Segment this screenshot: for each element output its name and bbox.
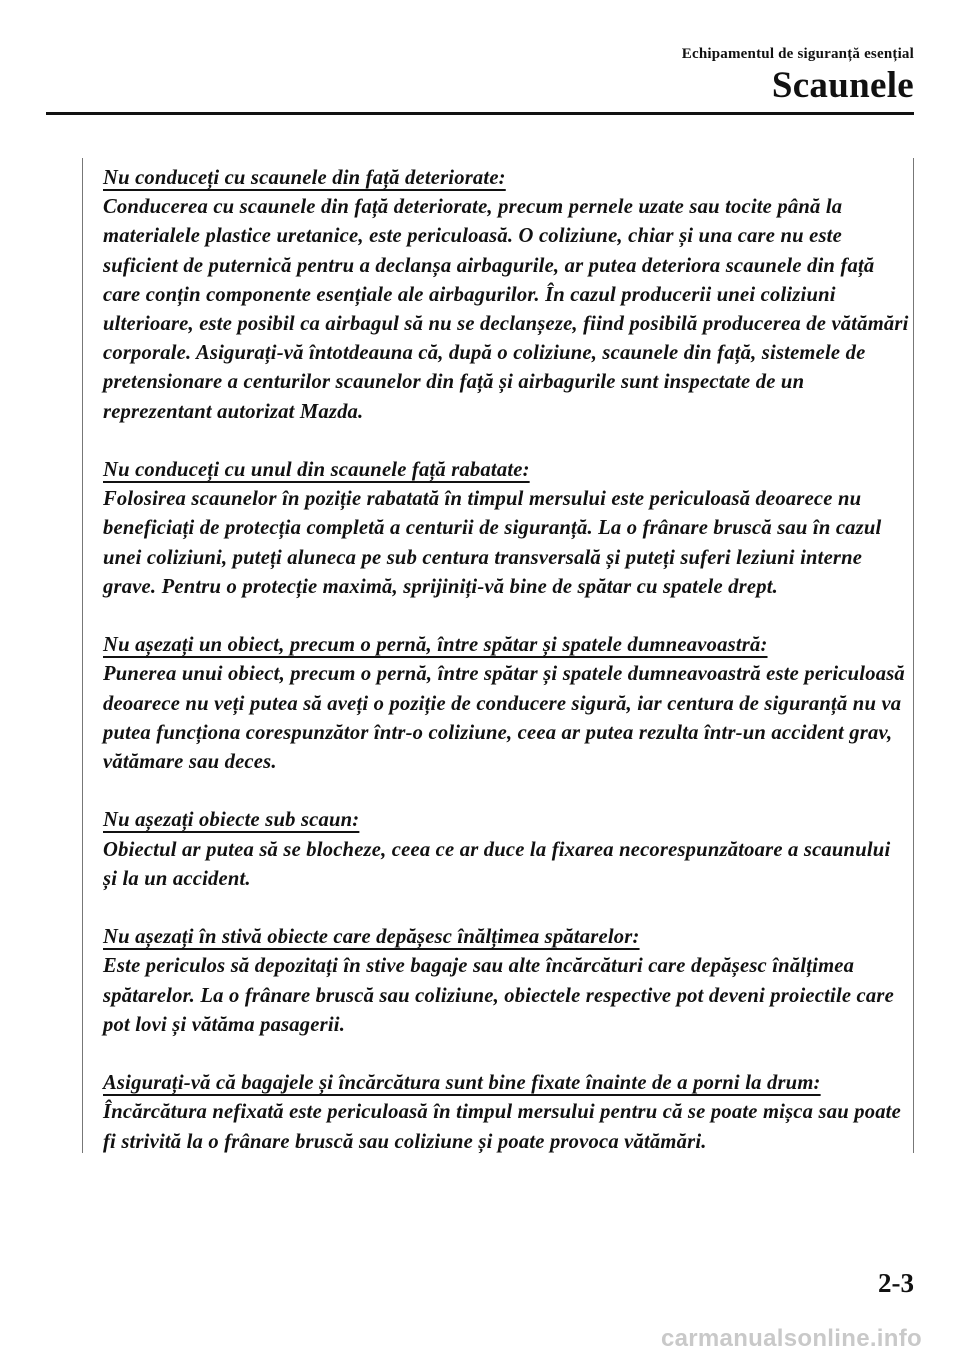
header-divider xyxy=(46,112,914,115)
warning-body: Este periculos să depozitați în stive bagaje sau alte încărcături care depășesc înălțimea spătarelor. La o frânare bruscă sau coliziune, obiectele respective pot deveni proiectile care pot lovi și vătăma pasagerii. xyxy=(103,955,894,1036)
warning-body: Folosirea scaunelor în poziție rabatată în timpul mersului este periculoasă deoarece nu beneficiați de protecția completă a centurii de siguranță. La o frânare bruscă sau în cazul unei coliziuni, puteți aluneca pe sub centura transversală și puteți suferi leziuni interne grave. Pentru o protecție maximă, sprijiniți-vă bine de spătar cu spatele drept. xyxy=(103,488,882,598)
warning-heading: Nu așezați obiecte sub scaun: xyxy=(103,809,360,832)
section-label: Echipamentul de siguranță esențial xyxy=(681,46,914,62)
warning-heading: Nu așezați un obiect, precum o pernă, între spătar și spatele dumneavoastră: xyxy=(103,634,768,657)
warning-heading: Nu conduceți cu unul din scaunele față rabatate: xyxy=(103,459,530,482)
warning-item xyxy=(103,806,909,894)
warning-heading: Nu conduceți cu scaunele din față deteriorate: xyxy=(103,167,506,189)
watermark: carmanualsonline.info xyxy=(660,1325,922,1352)
warning-item xyxy=(103,164,909,427)
warning-body: Obiectul ar putea să se blocheze, ceea ce ar duce la fixarea necorespunzătoare a scaunului și la un accident. xyxy=(103,838,891,890)
warning-body: Conducerea cu scaunele din față deteriorate, precum pernele uzate sau tocite până la materialele plastice uretanice, este periculoasă. O coliziune, chiar și una care nu este suficient de puternică pentru a declanșa airbagurile, ar putea deteriora scaunele din față care conțin componente esențiale ale airbagurilor. În cazul producerii unei coliziuni ulterioare, este posibil ca airbagul să nu se declanșeze, fiind posibilă producerea de vătămări corporale. Asigurați-vă întotdeauna că, după o coliziune, scaunele din față, sistemele de pretensionare a centurilor scaunelor din față și airbagurile sunt inspectate de un reprezentant autorizat Mazda. xyxy=(103,196,909,423)
warning-item xyxy=(103,456,909,602)
warning-heading: Asigurați-vă că bagajele și încărcătura sunt bine fixate înainte de a porni la drum: xyxy=(103,1072,821,1095)
page-number: 2-3 xyxy=(878,1268,914,1298)
warning-item xyxy=(103,631,909,777)
warning-item xyxy=(103,1069,909,1157)
warning-heading: Nu așezați în stivă obiecte care depășesc înălțimea spătarelor: xyxy=(103,926,640,949)
warning-body: Punerea unui obiect, precum o pernă, între spătar și spatele dumneavoastră este periculoasă deoarece nu veți putea să aveți o poziție de conducere sigură, iar centura de siguranță nu va putea funcționa corespunzător într-o coliziune, ceea ar putea rezulta într-un accident grav, vătămare sau deces. xyxy=(103,663,905,774)
warning-item xyxy=(103,923,909,1040)
page-title: Scaunele xyxy=(771,65,914,106)
warning-body: Încărcătura nefixată este periculoasă în timpul mersului pentru că se poate mișca sau poate fi strivită la o frânare bruscă sau coliziune și poate provoca vătămări. xyxy=(103,1101,901,1153)
warning-list xyxy=(103,164,909,1186)
warning-box xyxy=(82,158,914,1153)
